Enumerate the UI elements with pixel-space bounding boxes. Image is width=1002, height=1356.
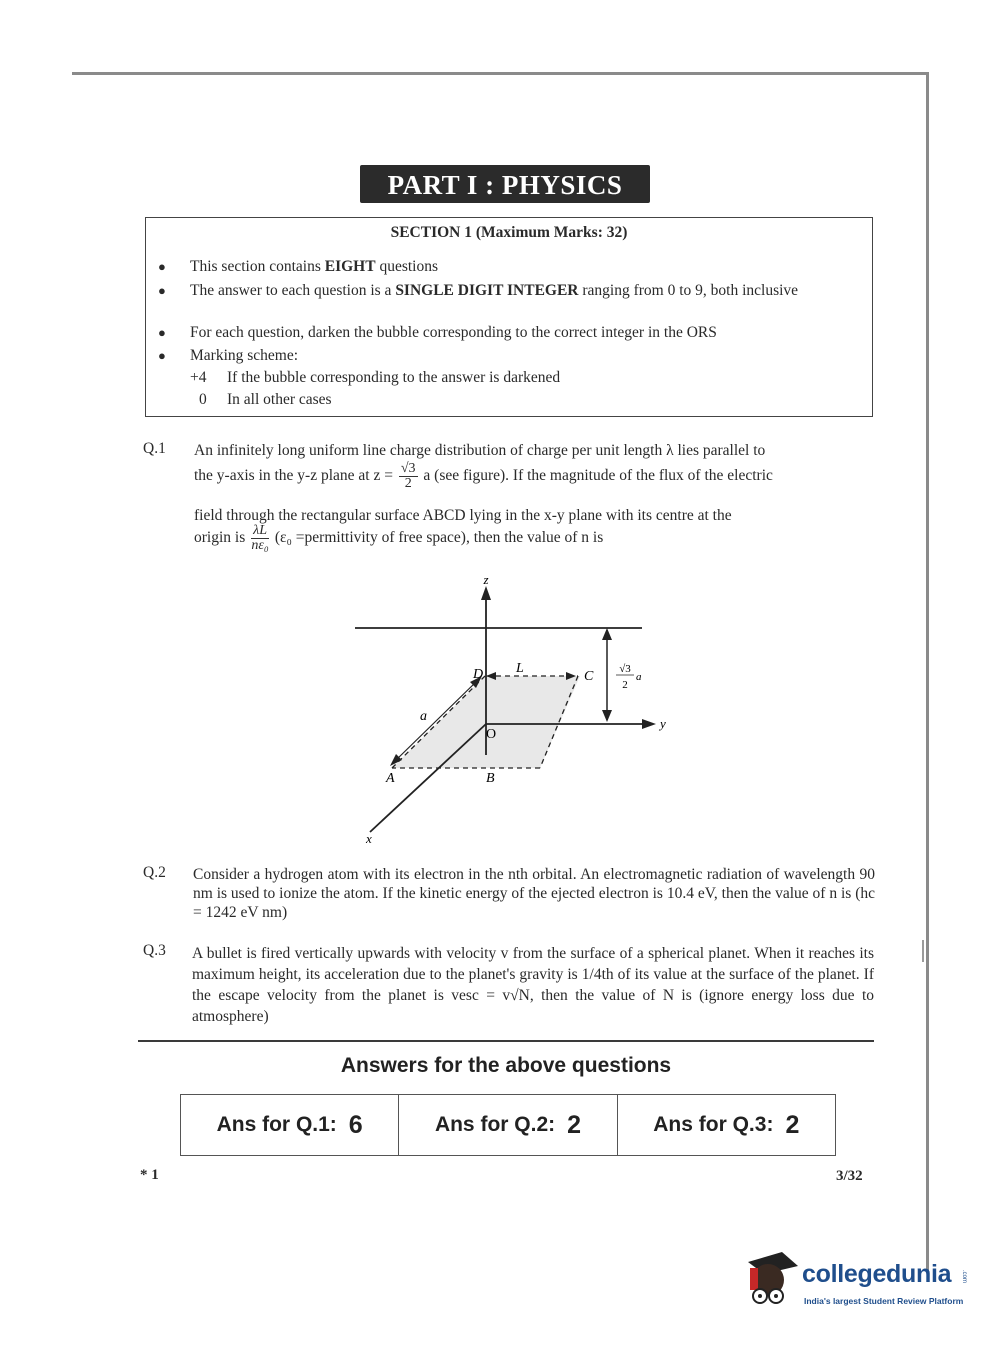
bullet-icon: ● [158, 259, 166, 274]
page-margin-mark [922, 940, 924, 962]
section-instructions-box [145, 217, 873, 417]
q1-line-2-a: the y-axis in the y-z plane at z = [194, 467, 393, 485]
instruction-1-text-a: This section contains [190, 258, 325, 275]
q2-text: Consider a hydrogen atom with its electron in the nth orbital. An electromagnetic radiation of wavelength 90 nm is used to ionize the atom. If the kinetic energy of the ejected electron is 10.4 eV, then the value of n is (hc = 1242 eV nm) [193, 866, 875, 921]
q2-number: Q.2 [143, 864, 166, 881]
height-arrow-up-icon [602, 628, 612, 640]
q1-fraction-den: 2 [404, 476, 412, 491]
y-axis-arrow-icon [642, 719, 656, 729]
instruction-1-text-c: questions [375, 258, 439, 275]
label-length-l: L [516, 661, 524, 676]
instruction-1-text-b: EIGHT [324, 258, 376, 275]
q1-flux-den: nε₀ [251, 538, 269, 553]
answer-q1-label: Ans for Q.1: [216, 1113, 337, 1136]
instruction-4-text: Marking scheme: [190, 347, 299, 364]
answer-q2-value: 2 [567, 1110, 582, 1139]
instruction-2-text-c: ranging from 0 to 9, both inclusive [578, 282, 799, 299]
page-number: 3/32 [836, 1168, 863, 1184]
q1-line-4 [194, 524, 876, 553]
marking-plus-score: +4 [190, 369, 207, 386]
page-top-rule [72, 72, 928, 75]
instruction-2 [158, 282, 862, 300]
q1-line-3: field through the rectangular surface ABCD lying in the x-y plane with its centre at the [194, 507, 732, 524]
q1-line-2 [194, 462, 876, 491]
label-height-num: √3 [619, 663, 631, 675]
logo-wordmark: collegedunia [802, 1260, 952, 1288]
answer-q3-label: Ans for Q.3: [653, 1113, 774, 1136]
z-axis-arrow-icon [481, 586, 491, 600]
marking-zero-text: In all other cases [227, 391, 332, 408]
label-origin: O [486, 727, 497, 742]
answer-q1 [181, 1095, 399, 1155]
logo-com: .com [961, 1270, 967, 1284]
q1-number: Q.1 [143, 440, 166, 457]
instruction-3 [158, 324, 862, 342]
label-a-corner: A [386, 771, 395, 786]
label-z: z [483, 572, 489, 587]
label-side-a: a [420, 709, 427, 724]
marking-plus-text: If the bubble corresponding to the answer is darkened [227, 369, 561, 386]
label-height-den: 2 [622, 679, 628, 691]
label-c-corner: C [584, 669, 594, 684]
q1-fraction-num: √3 [400, 461, 416, 476]
marking-zero-score: 0 [199, 391, 207, 408]
label-d-corner: D [473, 667, 484, 682]
q1-line-1: An infinitely long uniform line charge distribution of charge per unit length λ lies parallel to [194, 442, 766, 459]
instruction-2-text-b: SINGLE DIGIT INTEGER [395, 282, 579, 299]
part-title: PART I : PHYSICS [360, 165, 650, 203]
q3-number: Q.3 [143, 942, 166, 959]
page-right-rule [926, 72, 929, 1272]
q1-flux-fraction [251, 524, 269, 553]
answer-q2-label: Ans for Q.2: [434, 1113, 556, 1136]
instruction-1 [158, 258, 862, 276]
label-y: y [660, 716, 666, 731]
q1-flux-num: λL [253, 523, 267, 538]
mascot-icon [742, 1250, 802, 1312]
label-height-a: a [636, 671, 642, 683]
answer-q3 [618, 1095, 835, 1155]
answers-title: Answers for the above questions [340, 1054, 672, 1077]
label-b-corner: B [486, 771, 495, 786]
q3-text: A bullet is fired vertically upwards with velocity v from the surface of a spherical planet. When it reaches its maximum height, its acceleration due to the planet's gravity is 1/4th of its value at the surface of the planet. If the escape velocity from the planet is vesc = v√N, then the value of N is (ignore energy loss due to atmosphere) [192, 945, 874, 1025]
q1-line-2-b: a (see figure). If the magnitude of the flux of the electric [423, 467, 773, 485]
q1-fraction [399, 462, 418, 491]
answer-q2 [399, 1095, 617, 1155]
answer-q1-value: 6 [348, 1110, 363, 1139]
bullet-icon: ● [158, 325, 166, 340]
answers-table [180, 1094, 836, 1156]
q1-line-4-a: origin is [194, 529, 246, 547]
instruction-4 [158, 347, 862, 365]
instruction-3-text: For each question, darken the bubble corresponding to the correct integer in the ORS [190, 324, 717, 341]
q1-line-4-b: (ε₀ =permittivity of free space), then the value of n is [274, 529, 604, 547]
answers-divider [138, 1040, 874, 1042]
collegedunia-logo[interactable] [742, 1250, 972, 1312]
answer-q3-value: 2 [785, 1110, 800, 1139]
height-arrow-down-icon [602, 710, 612, 722]
instruction-2-text-a: The answer to each question is a [190, 282, 396, 299]
q1-figure [350, 570, 666, 850]
logo-tagline: India's largest Student Review Platform [804, 1296, 964, 1306]
bullet-icon: ● [158, 283, 166, 298]
label-x: x [366, 831, 372, 846]
bullet-icon: ● [158, 348, 166, 363]
footer-left-mark: * 1 [140, 1167, 159, 1183]
section-heading: SECTION 1 (Maximum Marks: 32) [390, 224, 628, 241]
